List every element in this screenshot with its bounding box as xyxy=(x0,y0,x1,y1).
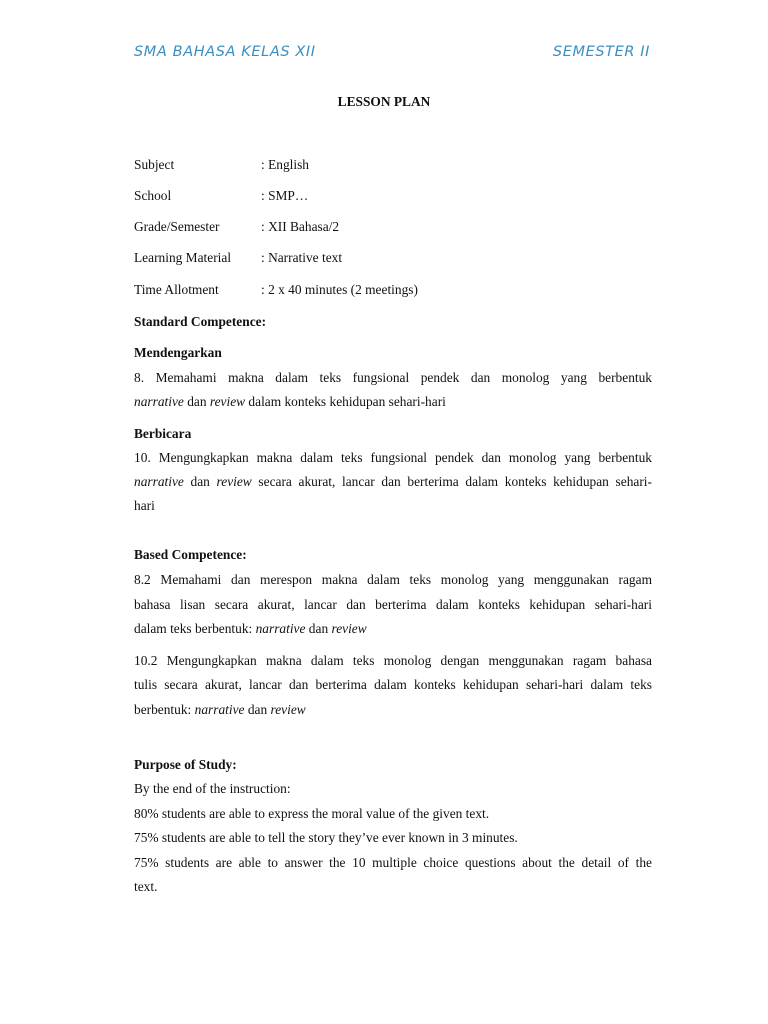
listening-line-2 xyxy=(134,394,652,410)
info-label: Time Allotment xyxy=(134,282,219,297)
purpose-item-1: 80% students are able to express the moral value of the given text. xyxy=(134,806,490,821)
based-1-line-1: 8.2 Memahami dan merespon makna dalam teks monolog yang menggunakan ragam xyxy=(134,572,652,587)
italic-term: review xyxy=(270,702,306,717)
info-label: Subject xyxy=(134,157,175,172)
info-value: : 2 x 40 minutes (2 meetings) xyxy=(261,282,418,297)
info-label: Learning Material xyxy=(134,250,232,265)
based-2-line-1: 10.2 Mengungkapkan makna dalam teks monolog dengan menggunakan ragam bahasa xyxy=(134,653,652,668)
purpose-item-3-line-1: 75% students are able to answer the 10 multiple choice questions about the detail of the xyxy=(134,855,652,870)
info-value: : English xyxy=(261,157,309,172)
listening-heading: Mendengarkan xyxy=(134,345,222,360)
speaking-heading: Berbicara xyxy=(134,426,192,441)
based-2-line-3 xyxy=(134,702,652,718)
text-span: dalam konteks kehidupan sehari-hari xyxy=(245,394,446,409)
text-span: dan xyxy=(305,621,332,636)
info-label: School xyxy=(134,188,172,203)
header-class: SMA BAHASA KELAS XII xyxy=(134,44,316,60)
info-value: : XII Bahasa/2 xyxy=(261,219,340,234)
italic-term: review xyxy=(209,394,246,409)
speaking-line-2 xyxy=(134,474,652,490)
text-span: berbentuk: xyxy=(134,702,195,717)
info-value: : SMP… xyxy=(261,188,309,203)
text-span: dalam teks berbentuk: xyxy=(134,621,256,636)
purpose-item-3-line-2: text. xyxy=(134,879,158,894)
text-span: dan xyxy=(183,474,217,489)
speaking-line-3: hari xyxy=(134,498,155,513)
purpose-item-2: 75% students are able to tell the story they’ve ever known in 3 minutes. xyxy=(134,830,518,845)
based-competence-heading: Based Competence: xyxy=(134,547,247,562)
based-2-line-2: tulis secara akurat, lancar dan berterima dalam konteks kehidupan sehari-hari dalam teks xyxy=(134,677,652,692)
text-span: secara akurat, lancar dan berterima dalam konteks kehidupan sehari- xyxy=(251,474,652,489)
text-span: dan xyxy=(183,394,210,409)
page-title: LESSON PLAN xyxy=(337,94,431,109)
header-semester: SEMESTER II xyxy=(552,44,650,60)
info-value: : Narrative text xyxy=(261,250,343,265)
purpose-intro: By the end of the instruction: xyxy=(134,781,291,796)
info-label: Grade/Semester xyxy=(134,219,220,234)
italic-term: narrative xyxy=(134,394,184,409)
italic-term: narrative xyxy=(134,474,184,489)
listening-line-1: 8. Memahami makna dalam teks fungsional pendek dan monolog yang berbentuk xyxy=(134,370,652,385)
standard-competence-heading: Standard Competence: xyxy=(134,314,267,329)
based-1-line-2: bahasa lisan secara akurat, lancar dan berterima dalam konteks kehidupan sehari-hari xyxy=(134,597,652,612)
italic-term: narrative xyxy=(194,702,245,717)
italic-term: narrative xyxy=(255,621,306,636)
speaking-line-1: 10. Mengungkapkan makna dalam teks fungsional pendek dan monolog yang berbentuk xyxy=(134,450,652,465)
purpose-heading: Purpose of Study: xyxy=(134,757,237,772)
italic-term: review xyxy=(331,621,367,636)
text-span: dan xyxy=(244,702,271,717)
italic-term: review xyxy=(216,474,252,489)
based-1-line-3 xyxy=(134,621,652,637)
